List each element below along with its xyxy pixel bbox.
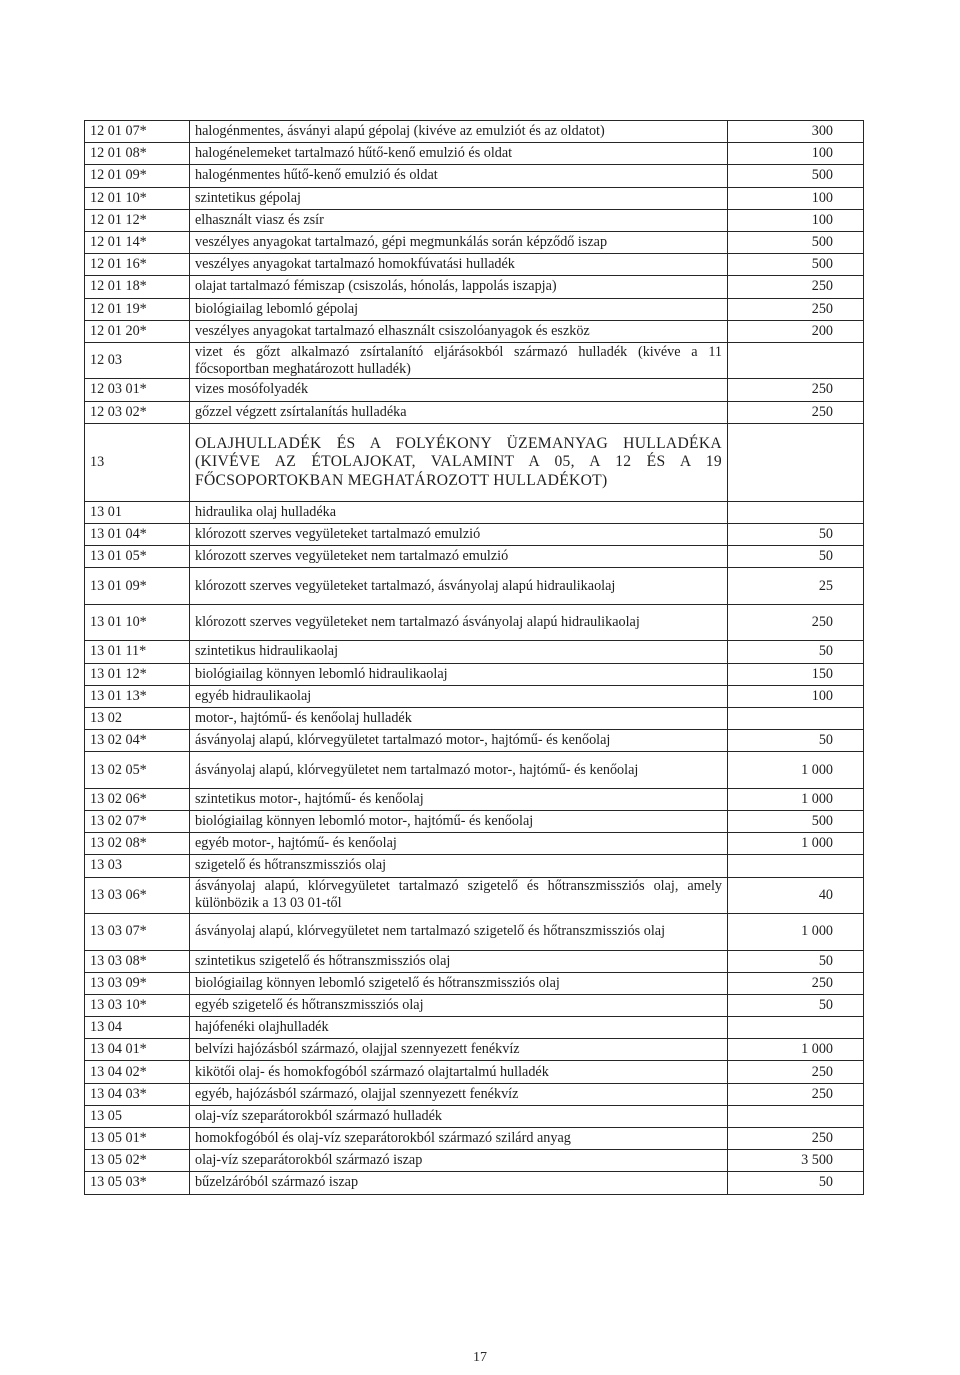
waste-code-cell: 13 01 05* <box>85 546 190 568</box>
waste-code-cell: 13 02 <box>85 707 190 729</box>
amount-cell: 50 <box>728 523 864 545</box>
amount-cell: 250 <box>728 276 864 298</box>
table-row <box>85 320 864 342</box>
waste-description-cell: egyéb hidraulikaolaj <box>190 685 728 707</box>
table-row <box>85 950 864 972</box>
amount-cell: 1 000 <box>728 1039 864 1061</box>
table-row <box>85 501 864 523</box>
table-row <box>85 568 864 605</box>
waste-code-cell: 13 05 <box>85 1105 190 1127</box>
waste-code-cell: 12 01 20* <box>85 320 190 342</box>
table-row <box>85 231 864 253</box>
waste-description-cell: halogénelemeket tartalmazó hűtő-kenő emulzió és oldat <box>190 143 728 165</box>
amount-cell: 250 <box>728 379 864 401</box>
amount-cell <box>728 501 864 523</box>
table-row <box>85 707 864 729</box>
waste-description-cell: szintetikus gépolaj <box>190 187 728 209</box>
amount-cell: 250 <box>728 1083 864 1105</box>
amount-cell <box>728 1105 864 1127</box>
waste-code-cell: 13 01 <box>85 501 190 523</box>
waste-code-cell: 13 04 <box>85 1017 190 1039</box>
waste-code-cell: 12 01 10* <box>85 187 190 209</box>
table-row <box>85 546 864 568</box>
waste-code-cell: 13 05 01* <box>85 1128 190 1150</box>
waste-code-cell: 13 03 07* <box>85 914 190 951</box>
amount-cell: 250 <box>728 972 864 994</box>
waste-description-cell: ásványolaj alapú, klórvegyületet nem tartalmazó szigetelő és hőtranszmissziós olaj <box>190 914 728 951</box>
amount-cell: 50 <box>728 730 864 752</box>
amount-cell: 50 <box>728 994 864 1016</box>
amount-cell: 100 <box>728 143 864 165</box>
waste-code-cell: 12 01 14* <box>85 231 190 253</box>
table-row <box>85 1017 864 1039</box>
amount-cell: 250 <box>728 298 864 320</box>
table-row <box>85 877 864 914</box>
table-row <box>85 187 864 209</box>
amount-cell: 1 000 <box>728 833 864 855</box>
waste-code-cell: 13 01 12* <box>85 663 190 685</box>
waste-description-cell: biológiailag könnyen lebomló szigetelő és hőtranszmissziós olaj <box>190 972 728 994</box>
waste-code-cell: 13 02 08* <box>85 833 190 855</box>
amount-cell: 500 <box>728 254 864 276</box>
waste-code-cell: 13 03 06* <box>85 877 190 914</box>
waste-code-cell: 13 03 09* <box>85 972 190 994</box>
waste-code-cell: 13 04 02* <box>85 1061 190 1083</box>
amount-cell: 1 000 <box>728 914 864 951</box>
amount-cell <box>728 342 864 379</box>
table-row <box>85 276 864 298</box>
amount-cell <box>728 707 864 729</box>
waste-description-cell: belvízi hajózásból származó, olajjal szennyezett fenékvíz <box>190 1039 728 1061</box>
waste-description-cell: hajófenéki olajhulladék <box>190 1017 728 1039</box>
waste-description-cell: szigetelő és hőtranszmissziós olaj <box>190 855 728 877</box>
waste-description-cell: olaj-víz szeparátorokból származó iszap <box>190 1150 728 1172</box>
table-row <box>85 1061 864 1083</box>
page-number: 17 <box>473 1350 487 1365</box>
waste-description-cell: kikötői olaj- és homokfogóból származó olajtartalmú hulladék <box>190 1061 728 1083</box>
waste-description-cell: gőzzel végzett zsírtalanítás hulladéka <box>190 401 728 423</box>
table-row <box>85 994 864 1016</box>
waste-code-cell: 13 <box>85 423 190 501</box>
waste-description-cell: veszélyes anyagokat tartalmazó elhasznált csiszolóanyagok és eszköz <box>190 320 728 342</box>
table-row <box>85 752 864 789</box>
amount-cell: 250 <box>728 1128 864 1150</box>
table-row <box>85 342 864 379</box>
table-row <box>85 1083 864 1105</box>
waste-description-cell: egyéb szigetelő és hőtranszmissziós olaj <box>190 994 728 1016</box>
waste-description-cell: homokfogóból és olaj-víz szeparátorokból származó szilárd anyag <box>190 1128 728 1150</box>
waste-code-cell: 13 05 03* <box>85 1172 190 1194</box>
amount-cell: 500 <box>728 165 864 187</box>
waste-description-cell: motor-, hajtómű- és kenőolaj hulladék <box>190 707 728 729</box>
waste-description-cell: klórozott szerves vegyületeket tartalmazó, ásványolaj alapú hidraulikaolaj <box>190 568 728 605</box>
amount-cell: 500 <box>728 810 864 832</box>
table-row <box>85 254 864 276</box>
waste-description-cell: klórozott szerves vegyületeket nem tartalmazó ásványolaj alapú hidraulikaolaj <box>190 604 728 641</box>
amount-cell <box>728 423 864 501</box>
group-heading-cell: OLAJHULLADÉK ÉS A FOLYÉKONY ÜZEMANYAG HULLADÉKA (KIVÉVE AZ ÉTOLAJOKAT, VALAMINT A 05, A 12 ÉS A 19 FŐCSOPORTOKBAN MEGHATÁROZOTT HULLADÉKOT) <box>190 423 728 501</box>
waste-code-cell: 12 01 09* <box>85 165 190 187</box>
amount-cell: 100 <box>728 685 864 707</box>
waste-code-cell: 13 02 05* <box>85 752 190 789</box>
waste-description-cell: olaj-víz szeparátorokból származó hulladék <box>190 1105 728 1127</box>
amount-cell: 500 <box>728 231 864 253</box>
table-row <box>85 833 864 855</box>
waste-code-cell: 12 01 18* <box>85 276 190 298</box>
waste-description-cell: olajat tartalmazó fémiszap (csiszolás, hónolás, lappolás iszapja) <box>190 276 728 298</box>
waste-code-cell: 12 01 19* <box>85 298 190 320</box>
waste-description-cell: klórozott szerves vegyületeket nem tartalmazó emulzió <box>190 546 728 568</box>
table-row <box>85 209 864 231</box>
waste-code-cell: 12 01 07* <box>85 121 190 143</box>
table-row <box>85 972 864 994</box>
waste-code-cell: 13 03 <box>85 855 190 877</box>
table-body <box>85 121 864 1195</box>
amount-cell <box>728 855 864 877</box>
waste-code-cell: 13 01 09* <box>85 568 190 605</box>
waste-code-cell: 13 04 01* <box>85 1039 190 1061</box>
waste-description-cell: veszélyes anyagokat tartalmazó, gépi megmunkálás során képződő iszap <box>190 231 728 253</box>
amount-cell: 40 <box>728 877 864 914</box>
amount-cell: 3 500 <box>728 1150 864 1172</box>
waste-description-cell: egyéb, hajózásból származó, olajjal szennyezett fenékvíz <box>190 1083 728 1105</box>
amount-cell: 200 <box>728 320 864 342</box>
amount-cell: 1 000 <box>728 752 864 789</box>
waste-description-cell: biológiailag könnyen lebomló motor-, hajtómű- és kenőolaj <box>190 810 728 832</box>
table-row <box>85 165 864 187</box>
waste-description-cell: szintetikus motor-, hajtómű- és kenőolaj <box>190 788 728 810</box>
amount-cell: 50 <box>728 1172 864 1194</box>
waste-code-table <box>84 120 864 1195</box>
amount-cell: 150 <box>728 663 864 685</box>
waste-code-cell: 13 02 06* <box>85 788 190 810</box>
waste-code-cell: 12 03 02* <box>85 401 190 423</box>
waste-code-cell: 13 01 11* <box>85 641 190 663</box>
waste-description-cell: szintetikus hidraulikaolaj <box>190 641 728 663</box>
table-row <box>85 423 864 501</box>
table-row <box>85 685 864 707</box>
amount-cell: 300 <box>728 121 864 143</box>
waste-description-cell: vizet és gőzt alkalmazó zsírtalanító eljárásokból származó hulladék (kivéve a 11 főcsoportban meghatározott hulladék) <box>190 342 728 379</box>
waste-code-cell: 13 03 10* <box>85 994 190 1016</box>
waste-description-cell: bűzelzáróból származó iszap <box>190 1172 728 1194</box>
amount-cell: 50 <box>728 546 864 568</box>
table-row <box>85 1172 864 1194</box>
amount-cell: 100 <box>728 209 864 231</box>
amount-cell: 1 000 <box>728 788 864 810</box>
waste-code-cell: 12 03 <box>85 342 190 379</box>
table-row <box>85 663 864 685</box>
table-row <box>85 810 864 832</box>
table-row <box>85 855 864 877</box>
table-row <box>85 788 864 810</box>
waste-description-cell: biológiailag lebomló gépolaj <box>190 298 728 320</box>
waste-description-cell: hidraulika olaj hulladéka <box>190 501 728 523</box>
waste-description-cell: elhasznált viasz és zsír <box>190 209 728 231</box>
table-row <box>85 1128 864 1150</box>
waste-code-cell: 13 02 04* <box>85 730 190 752</box>
amount-cell: 100 <box>728 187 864 209</box>
table-row <box>85 730 864 752</box>
waste-description-cell: szintetikus szigetelő és hőtranszmissziós olaj <box>190 950 728 972</box>
table-row <box>85 604 864 641</box>
waste-code-cell: 13 03 08* <box>85 950 190 972</box>
waste-description-cell: ásványolaj alapú, klórvegyületet tartalmazó szigetelő és hőtranszmissziós olaj, amely különbözik a 13 03 01-től <box>190 877 728 914</box>
table-row <box>85 121 864 143</box>
waste-description-cell: biológiailag könnyen lebomló hidraulikaolaj <box>190 663 728 685</box>
waste-code-cell: 12 03 01* <box>85 379 190 401</box>
table-row <box>85 523 864 545</box>
table-row <box>85 1150 864 1172</box>
amount-cell: 50 <box>728 641 864 663</box>
table-row <box>85 379 864 401</box>
waste-description-cell: veszélyes anyagokat tartalmazó homokfúvatási hulladék <box>190 254 728 276</box>
waste-description-cell: klórozott szerves vegyületeket tartalmazó emulzió <box>190 523 728 545</box>
waste-code-cell: 13 01 13* <box>85 685 190 707</box>
table-row <box>85 143 864 165</box>
waste-code-cell: 13 01 10* <box>85 604 190 641</box>
waste-code-cell: 12 01 08* <box>85 143 190 165</box>
amount-cell: 250 <box>728 401 864 423</box>
waste-description-cell: egyéb motor-, hajtómű- és kenőolaj <box>190 833 728 855</box>
waste-description-cell: ásványolaj alapú, klórvegyületet nem tartalmazó motor-, hajtómű- és kenőolaj <box>190 752 728 789</box>
table-row <box>85 914 864 951</box>
waste-code-cell: 12 01 16* <box>85 254 190 276</box>
waste-description-cell: halogénmentes, ásványi alapú gépolaj (kivéve az emulziót és az oldatot) <box>190 121 728 143</box>
table-row <box>85 1039 864 1061</box>
waste-description-cell: vizes mosófolyadék <box>190 379 728 401</box>
table-row <box>85 401 864 423</box>
waste-code-cell: 12 01 12* <box>85 209 190 231</box>
waste-code-cell: 13 05 02* <box>85 1150 190 1172</box>
table-row <box>85 298 864 320</box>
amount-cell: 250 <box>728 604 864 641</box>
amount-cell: 250 <box>728 1061 864 1083</box>
amount-cell: 50 <box>728 950 864 972</box>
waste-code-cell: 13 01 04* <box>85 523 190 545</box>
table-row <box>85 1105 864 1127</box>
table-row <box>85 641 864 663</box>
waste-code-cell: 13 02 07* <box>85 810 190 832</box>
waste-code-cell: 13 04 03* <box>85 1083 190 1105</box>
amount-cell <box>728 1017 864 1039</box>
waste-description-cell: ásványolaj alapú, klórvegyületet tartalmazó motor-, hajtómű- és kenőolaj <box>190 730 728 752</box>
waste-description-cell: halogénmentes hűtő-kenő emulzió és oldat <box>190 165 728 187</box>
amount-cell: 25 <box>728 568 864 605</box>
